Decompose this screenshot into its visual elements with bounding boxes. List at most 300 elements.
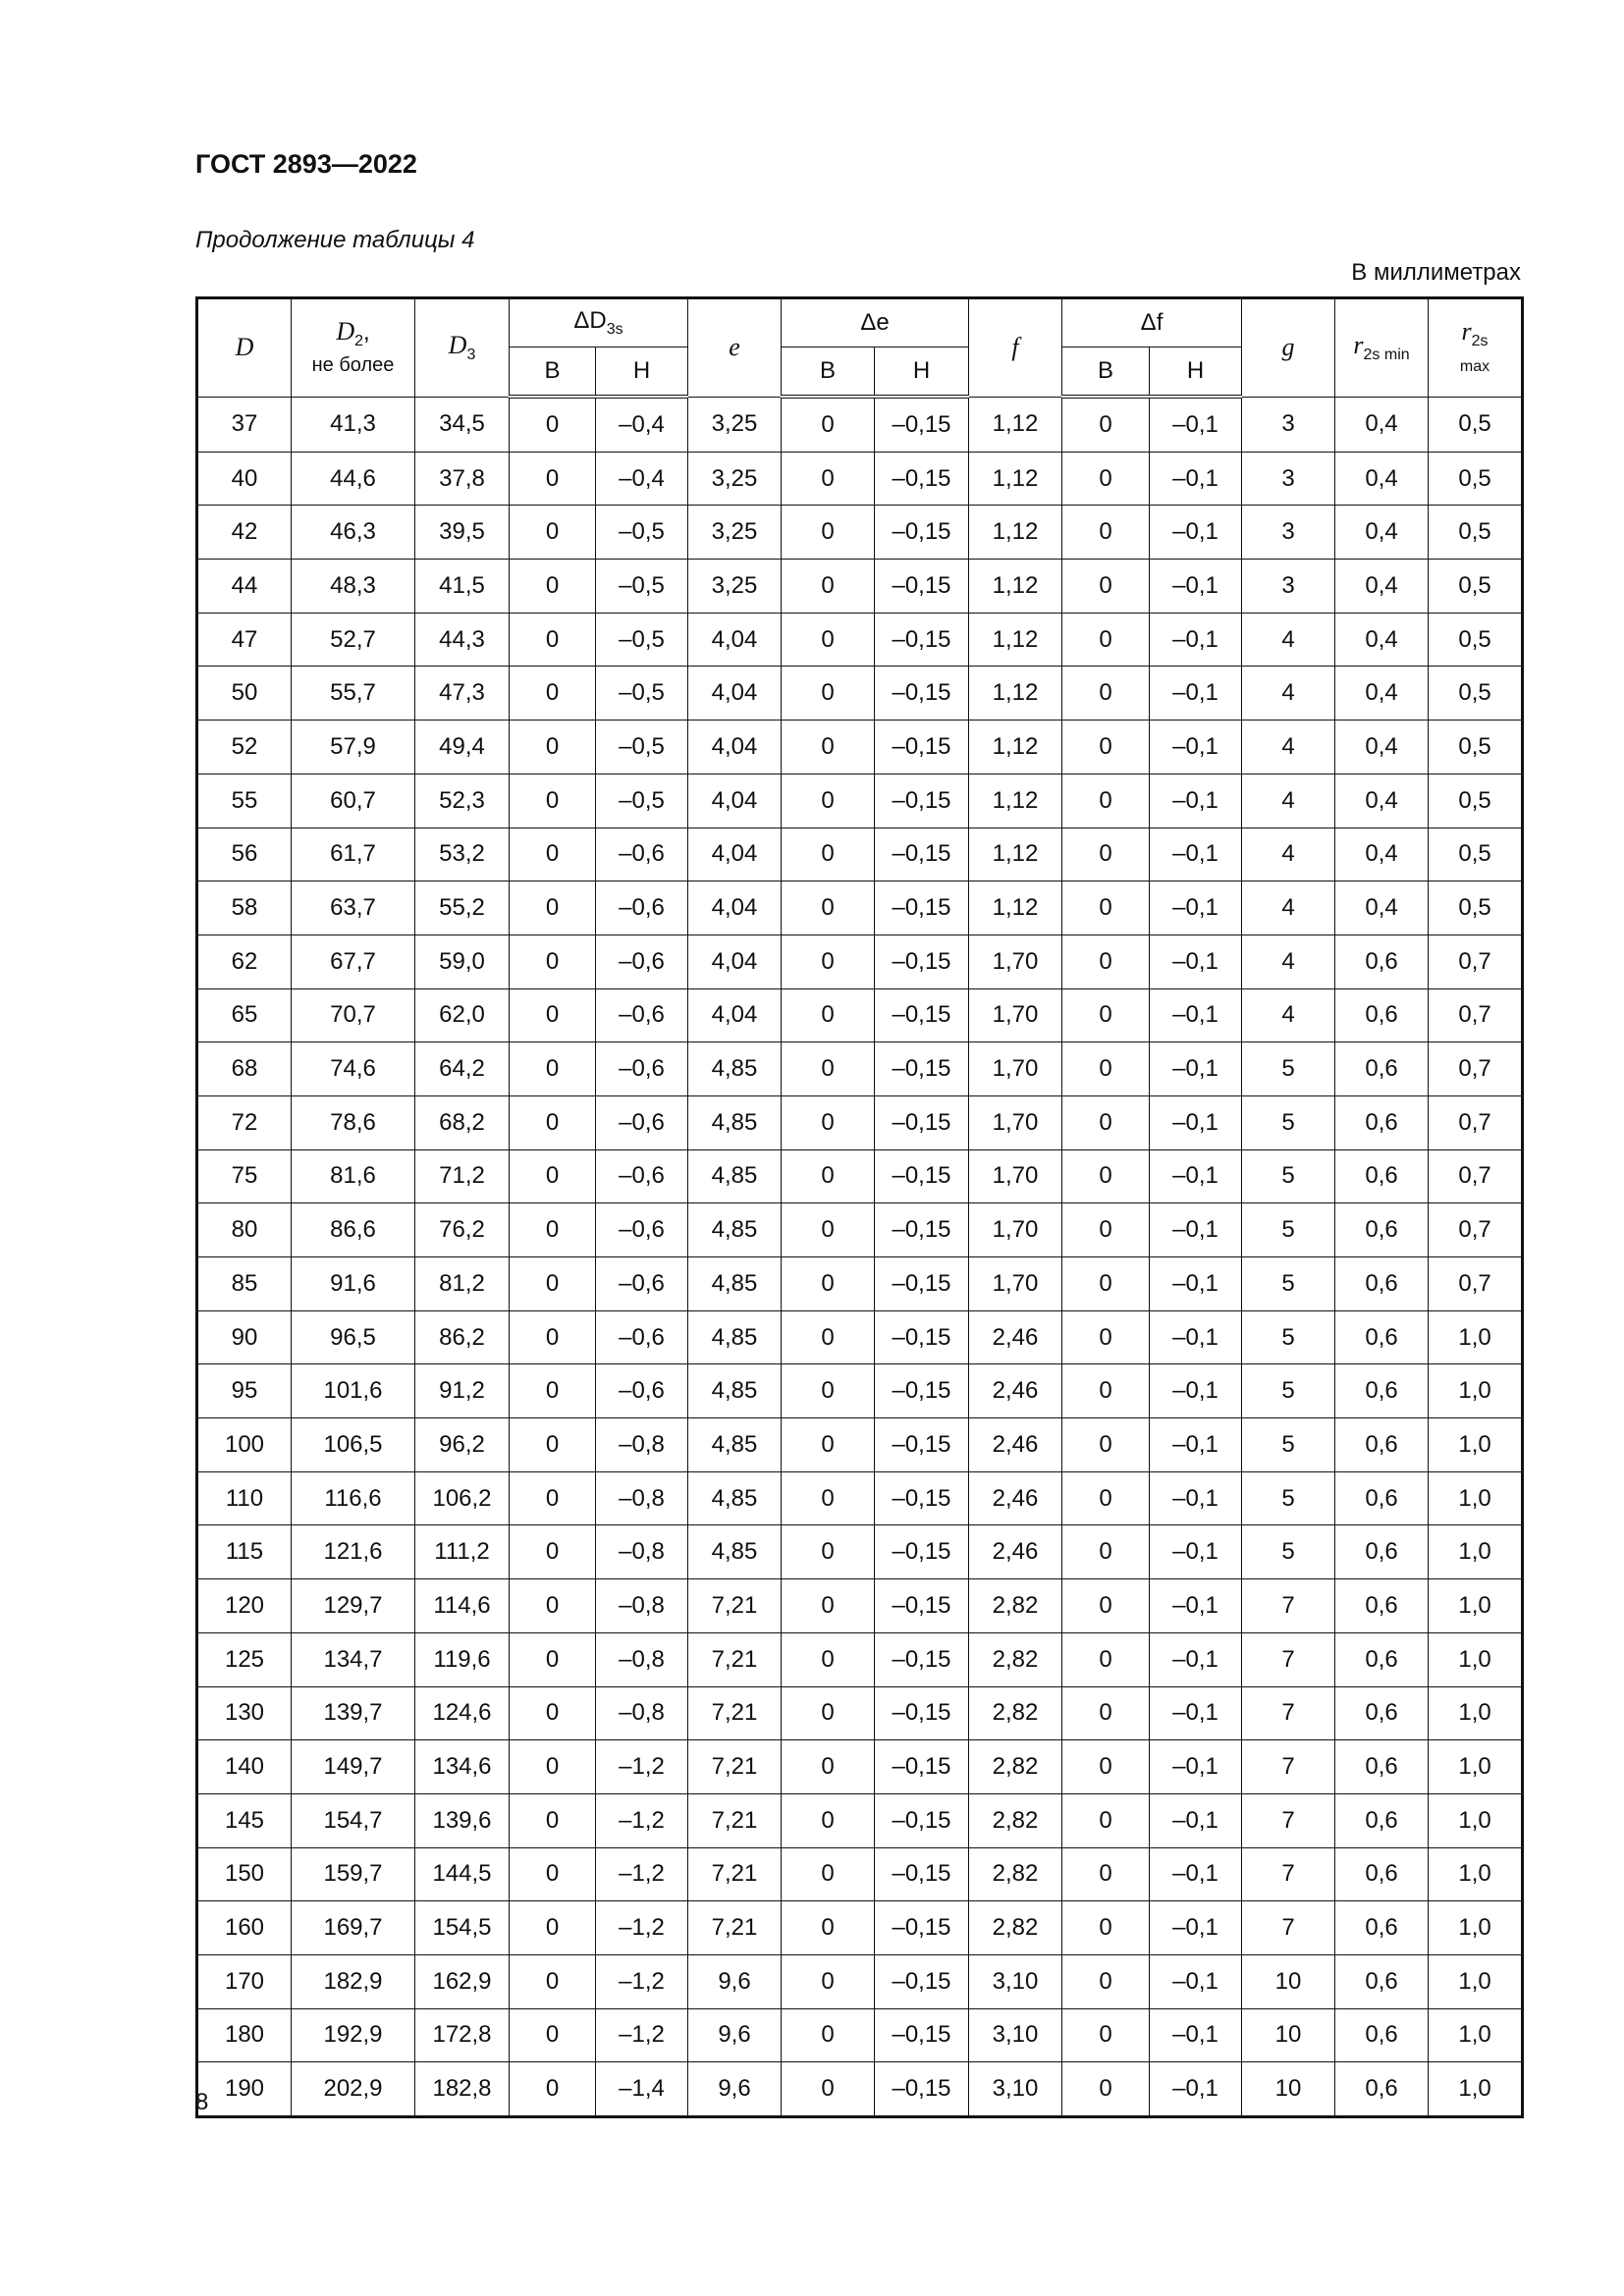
- table-cell: –0,15: [875, 667, 969, 721]
- table-cell: 67,7: [292, 934, 415, 988]
- table-cell: 3,10: [969, 2062, 1062, 2117]
- table-cell: 4: [1242, 721, 1335, 774]
- table-cell: 0: [1062, 988, 1150, 1042]
- table-cell: 1,0: [1429, 1632, 1523, 1686]
- table-cell: 192,9: [292, 2008, 415, 2062]
- table-cell: 2,46: [969, 1364, 1062, 1418]
- page-number: 8: [195, 2089, 209, 2115]
- table-cell: 0: [510, 397, 596, 452]
- table-cell: 0: [510, 667, 596, 721]
- table-cell: –0,1: [1150, 1149, 1242, 1203]
- table-cell: –0,1: [1150, 1740, 1242, 1794]
- table-cell: 68,2: [415, 1095, 510, 1149]
- table-cell: 0,6: [1335, 1686, 1429, 1740]
- table-cell: 1,0: [1429, 1793, 1523, 1847]
- table-cell: 0: [782, 1471, 875, 1525]
- header-lower: Н: [596, 347, 688, 398]
- table-cell: 2,82: [969, 1686, 1062, 1740]
- table-cell: –0,6: [596, 1364, 688, 1418]
- table-cell: –0,6: [596, 1257, 688, 1311]
- table-cell: 2,46: [969, 1418, 1062, 1472]
- table-cell: 0: [510, 1954, 596, 2008]
- table-cell: 106,5: [292, 1418, 415, 1472]
- table-row: [197, 934, 1523, 988]
- table-cell: 182,9: [292, 1954, 415, 2008]
- table-cell: 0: [510, 774, 596, 828]
- table-cell: 96,5: [292, 1310, 415, 1364]
- table-cell: 0,5: [1429, 881, 1523, 935]
- table-cell: 4,85: [688, 1525, 782, 1579]
- table-cell: 0,4: [1335, 506, 1429, 560]
- table-cell: –0,15: [875, 934, 969, 988]
- table-cell: 145: [197, 1793, 292, 1847]
- table-cell: 0,5: [1429, 667, 1523, 721]
- table-cell: –0,1: [1150, 1042, 1242, 1096]
- table-cell: 4,85: [688, 1042, 782, 1096]
- table-cell: 0: [782, 1847, 875, 1901]
- table-cell: –0,6: [596, 881, 688, 935]
- table-cell: –0,6: [596, 828, 688, 881]
- table-cell: –0,8: [596, 1418, 688, 1472]
- table-cell: –0,15: [875, 1471, 969, 1525]
- table-cell: 9,6: [688, 2008, 782, 2062]
- table-cell: 90: [197, 1310, 292, 1364]
- table-cell: 4,85: [688, 1149, 782, 1203]
- table-cell: 2,82: [969, 1632, 1062, 1686]
- table-cell: 5: [1242, 1471, 1335, 1525]
- table-row: [197, 1095, 1523, 1149]
- table-cell: 0: [1062, 1793, 1150, 1847]
- table-cell: 0,6: [1335, 1847, 1429, 1901]
- table-cell: 144,5: [415, 1847, 510, 1901]
- table-cell: –0,15: [875, 1525, 969, 1579]
- table-cell: 154,7: [292, 1793, 415, 1847]
- table-cell: 0: [1062, 1740, 1150, 1794]
- table-cell: –0,15: [875, 2062, 969, 2117]
- table-cell: –1,2: [596, 1740, 688, 1794]
- table-cell: 4,04: [688, 988, 782, 1042]
- table-cell: 0: [510, 613, 596, 667]
- table-cell: 44: [197, 560, 292, 614]
- table-cell: 0,7: [1429, 1095, 1523, 1149]
- table-cell: –0,15: [875, 397, 969, 452]
- table-cell: 114,6: [415, 1579, 510, 1633]
- table-cell: –0,1: [1150, 1686, 1242, 1740]
- table-cell: –0,15: [875, 613, 969, 667]
- table-cell: 4,04: [688, 667, 782, 721]
- table-cell: –1,2: [596, 1954, 688, 2008]
- table-row: [197, 1418, 1523, 1472]
- table-row: [197, 828, 1523, 881]
- table-cell: 60,7: [292, 774, 415, 828]
- table-cell: 0: [1062, 774, 1150, 828]
- table-cell: 0,4: [1335, 881, 1429, 935]
- table-cell: –0,1: [1150, 667, 1242, 721]
- table-cell: 0: [1062, 1579, 1150, 1633]
- table-cell: 0,6: [1335, 1901, 1429, 1955]
- table-cell: 4,85: [688, 1257, 782, 1311]
- table-cell: 111,2: [415, 1525, 510, 1579]
- table-cell: 4,85: [688, 1203, 782, 1257]
- header-D3: $D_3$: [415, 298, 510, 398]
- table-cell: 0: [1062, 1257, 1150, 1311]
- table-cell: 0: [1062, 1095, 1150, 1149]
- header-f: f: [969, 298, 1062, 398]
- table-cell: 121,6: [292, 1525, 415, 1579]
- table-cell: 42: [197, 506, 292, 560]
- table-cell: 0: [1062, 667, 1150, 721]
- table-cell: 0,6: [1335, 1257, 1429, 1311]
- table-cell: 0: [782, 1793, 875, 1847]
- table-cell: 100: [197, 1418, 292, 1472]
- table-cell: –0,1: [1150, 1901, 1242, 1955]
- units-label: В миллиметрах: [1351, 259, 1521, 286]
- table-cell: 125: [197, 1632, 292, 1686]
- table-cell: 202,9: [292, 2062, 415, 2117]
- header-delta-e: Δe: [782, 298, 969, 347]
- table-cell: 0: [1062, 881, 1150, 935]
- table-cell: 169,7: [292, 1901, 415, 1955]
- table-cell: 4: [1242, 774, 1335, 828]
- table-cell: –0,8: [596, 1632, 688, 1686]
- table-cell: 3,25: [688, 560, 782, 614]
- table-cell: 3: [1242, 506, 1335, 560]
- table-cell: –0,8: [596, 1525, 688, 1579]
- table-cell: 2,46: [969, 1310, 1062, 1364]
- table-cell: 5: [1242, 1203, 1335, 1257]
- table-cell: –0,15: [875, 988, 969, 1042]
- table-cell: 0: [510, 506, 596, 560]
- table-row: [197, 1632, 1523, 1686]
- table-cell: 4: [1242, 828, 1335, 881]
- table-cell: 71,2: [415, 1149, 510, 1203]
- table-cell: 1,0: [1429, 1901, 1523, 1955]
- table-cell: 170: [197, 1954, 292, 2008]
- table-cell: 1,70: [969, 1203, 1062, 1257]
- table-cell: 0,4: [1335, 721, 1429, 774]
- table-cell: 0: [782, 1740, 875, 1794]
- table-cell: 5: [1242, 1042, 1335, 1096]
- table-cell: 2,82: [969, 1579, 1062, 1633]
- table-cell: 0,6: [1335, 1793, 1429, 1847]
- table-cell: 4,04: [688, 881, 782, 935]
- table-cell: 80: [197, 1203, 292, 1257]
- table-cell: 91,2: [415, 1364, 510, 1418]
- table-cell: –0,15: [875, 1740, 969, 1794]
- table-cell: 0: [782, 613, 875, 667]
- table-cell: 0: [510, 721, 596, 774]
- table-cell: 0: [510, 1632, 596, 1686]
- header-upper: В: [1062, 347, 1150, 398]
- table-cell: –0,6: [596, 988, 688, 1042]
- table-cell: 0,6: [1335, 1149, 1429, 1203]
- table-cell: 0: [510, 1471, 596, 1525]
- table-cell: –0,15: [875, 1203, 969, 1257]
- table-cell: –0,1: [1150, 828, 1242, 881]
- table-cell: 1,70: [969, 934, 1062, 988]
- table-cell: 0,7: [1429, 934, 1523, 988]
- table-cell: –0,1: [1150, 1954, 1242, 2008]
- table-cell: 3,25: [688, 397, 782, 452]
- table-cell: 0: [510, 1847, 596, 1901]
- table-cell: 172,8: [415, 2008, 510, 2062]
- table-cell: –0,15: [875, 1042, 969, 1096]
- table-cell: –0,15: [875, 452, 969, 506]
- table-cell: 0: [510, 828, 596, 881]
- table-cell: 4,85: [688, 1471, 782, 1525]
- table-cell: 7: [1242, 1793, 1335, 1847]
- table-cell: 0,7: [1429, 1257, 1523, 1311]
- table-cell: 0: [510, 1793, 596, 1847]
- table-cell: 68: [197, 1042, 292, 1096]
- table-cell: 55: [197, 774, 292, 828]
- table-cell: 72: [197, 1095, 292, 1149]
- table-cell: 0,6: [1335, 1042, 1429, 1096]
- table-cell: 96,2: [415, 1418, 510, 1472]
- table-cell: –0,1: [1150, 774, 1242, 828]
- table-cell: –0,15: [875, 1149, 969, 1203]
- table-cell: 182,8: [415, 2062, 510, 2117]
- table-cell: 75: [197, 1149, 292, 1203]
- header-D: D: [197, 298, 292, 398]
- table-cell: 0,6: [1335, 1579, 1429, 1633]
- table-cell: 0: [1062, 506, 1150, 560]
- table-cell: 1,70: [969, 1042, 1062, 1096]
- table-cell: 0: [1062, 1686, 1150, 1740]
- table-cell: 0,4: [1335, 828, 1429, 881]
- table-cell: 74,6: [292, 1042, 415, 1096]
- table-cell: 61,7: [292, 828, 415, 881]
- table-cell: 4,04: [688, 774, 782, 828]
- table-cell: 86,2: [415, 1310, 510, 1364]
- table-cell: 64,2: [415, 1042, 510, 1096]
- table-cell: –0,6: [596, 1095, 688, 1149]
- table-cell: 9,6: [688, 1954, 782, 2008]
- table-cell: 40: [197, 452, 292, 506]
- table-cell: 10: [1242, 2062, 1335, 2117]
- table-cell: 4,04: [688, 613, 782, 667]
- table-cell: 0: [782, 1257, 875, 1311]
- table-cell: 7: [1242, 1632, 1335, 1686]
- table-cell: 0: [782, 1525, 875, 1579]
- table-cell: 7,21: [688, 1632, 782, 1686]
- table-cell: 1,0: [1429, 1847, 1523, 1901]
- table-cell: 0: [1062, 1310, 1150, 1364]
- table-cell: 124,6: [415, 1686, 510, 1740]
- table-row: [197, 1203, 1523, 1257]
- table-cell: –1,4: [596, 2062, 688, 2117]
- table-cell: 0,6: [1335, 1740, 1429, 1794]
- table-cell: 1,12: [969, 881, 1062, 935]
- table-continuation-caption: Продолжение таблицы 4: [195, 227, 475, 253]
- table-cell: 1,12: [969, 452, 1062, 506]
- table-cell: 0: [1062, 452, 1150, 506]
- table-cell: 56: [197, 828, 292, 881]
- table-row: [197, 1364, 1523, 1418]
- table-cell: 0: [782, 2062, 875, 2117]
- table-cell: –0,6: [596, 1310, 688, 1364]
- table-cell: 134,7: [292, 1632, 415, 1686]
- table-cell: 1,0: [1429, 1579, 1523, 1633]
- table-cell: 46,3: [292, 506, 415, 560]
- table-cell: 0: [782, 1149, 875, 1203]
- table-cell: –0,15: [875, 560, 969, 614]
- table-cell: 190: [197, 2062, 292, 2117]
- table-cell: 5: [1242, 1418, 1335, 1472]
- header-r2s-min: $r_{2s min}$: [1335, 298, 1429, 398]
- table-cell: –0,1: [1150, 452, 1242, 506]
- table-cell: 0: [782, 452, 875, 506]
- table-cell: 7: [1242, 1740, 1335, 1794]
- table-cell: 81,2: [415, 1257, 510, 1311]
- header-e: e: [688, 298, 782, 398]
- table-cell: 0: [510, 1095, 596, 1149]
- table-cell: 0: [782, 934, 875, 988]
- table-cell: 4,04: [688, 721, 782, 774]
- table-cell: –0,1: [1150, 1579, 1242, 1633]
- table-row: [197, 1954, 1523, 2008]
- table-row: [197, 397, 1523, 452]
- table-cell: 0: [782, 1364, 875, 1418]
- table-cell: –0,1: [1150, 721, 1242, 774]
- table-cell: 44,3: [415, 613, 510, 667]
- table-cell: –0,15: [875, 1095, 969, 1149]
- table-cell: 0: [1062, 2008, 1150, 2062]
- table-cell: 76,2: [415, 1203, 510, 1257]
- table-cell: –0,4: [596, 452, 688, 506]
- table-cell: 0,4: [1335, 667, 1429, 721]
- table-cell: 0,4: [1335, 560, 1429, 614]
- table-cell: 0: [1062, 1954, 1150, 2008]
- table-cell: 0,6: [1335, 1525, 1429, 1579]
- table-cell: 0: [782, 1418, 875, 1472]
- table-cell: 5: [1242, 1149, 1335, 1203]
- table-cell: 0: [1062, 1203, 1150, 1257]
- table-cell: 0,5: [1429, 774, 1523, 828]
- table-cell: 0: [782, 1095, 875, 1149]
- table-cell: 5: [1242, 1364, 1335, 1418]
- table-cell: –0,1: [1150, 613, 1242, 667]
- table-cell: –0,6: [596, 1149, 688, 1203]
- table-cell: 0: [1062, 1632, 1150, 1686]
- table-cell: 149,7: [292, 1740, 415, 1794]
- table-row: [197, 1471, 1523, 1525]
- table-cell: 59,0: [415, 934, 510, 988]
- table-cell: –0,1: [1150, 881, 1242, 935]
- table-cell: –1,2: [596, 1847, 688, 1901]
- table-cell: 4,85: [688, 1364, 782, 1418]
- table-cell: –0,1: [1150, 1471, 1242, 1525]
- table-cell: 0: [510, 1042, 596, 1096]
- table-cell: 7: [1242, 1847, 1335, 1901]
- table-cell: –0,1: [1150, 2062, 1242, 2117]
- table-cell: 120: [197, 1579, 292, 1633]
- dimensions-table: [195, 296, 1524, 2118]
- table-cell: 0: [782, 397, 875, 452]
- table-cell: 0,5: [1429, 560, 1523, 614]
- table-row: [197, 452, 1523, 506]
- table-cell: 0,6: [1335, 988, 1429, 1042]
- table-cell: 7,21: [688, 1793, 782, 1847]
- table-cell: 0: [1062, 1042, 1150, 1096]
- table-cell: 0: [782, 667, 875, 721]
- table-cell: 0,5: [1429, 828, 1523, 881]
- table-cell: –0,15: [875, 1418, 969, 1472]
- table-cell: 0: [1062, 1471, 1150, 1525]
- table-cell: 1,12: [969, 774, 1062, 828]
- table-cell: 1,0: [1429, 1471, 1523, 1525]
- table-row: [197, 1149, 1523, 1203]
- table-cell: –0,1: [1150, 1847, 1242, 1901]
- table-cell: –0,15: [875, 1364, 969, 1418]
- table-cell: 10: [1242, 2008, 1335, 2062]
- table-cell: 110: [197, 1471, 292, 1525]
- table-cell: 0: [510, 1579, 596, 1633]
- table-cell: –0,15: [875, 1686, 969, 1740]
- table-cell: 50: [197, 667, 292, 721]
- table-cell: 7,21: [688, 1847, 782, 1901]
- table-row: [197, 667, 1523, 721]
- table-cell: –1,2: [596, 2008, 688, 2062]
- table-cell: 160: [197, 1901, 292, 1955]
- table-row: [197, 1579, 1523, 1633]
- table-cell: 63,7: [292, 881, 415, 935]
- table-cell: –0,15: [875, 506, 969, 560]
- table-cell: 0,5: [1429, 613, 1523, 667]
- table-cell: 0: [510, 2062, 596, 2117]
- table-cell: 49,4: [415, 721, 510, 774]
- header-upper: В: [510, 347, 596, 398]
- table-cell: 0: [782, 1310, 875, 1364]
- table-cell: 0: [1062, 1149, 1150, 1203]
- table-cell: –0,1: [1150, 1364, 1242, 1418]
- table-cell: 0: [510, 1149, 596, 1203]
- table-cell: 1,0: [1429, 1740, 1523, 1794]
- table-cell: 86,6: [292, 1203, 415, 1257]
- table-cell: 2,82: [969, 1901, 1062, 1955]
- header-lower: Н: [875, 347, 969, 398]
- table-cell: 5: [1242, 1257, 1335, 1311]
- table-cell: 3: [1242, 452, 1335, 506]
- table-cell: 1,12: [969, 667, 1062, 721]
- table-row: [197, 1740, 1523, 1794]
- table-cell: 0,6: [1335, 1632, 1429, 1686]
- table-cell: 0: [1062, 1364, 1150, 1418]
- table-cell: 7: [1242, 1686, 1335, 1740]
- table-cell: 0: [782, 1954, 875, 2008]
- table-cell: 0: [510, 1418, 596, 1472]
- table-row: [197, 881, 1523, 935]
- table-cell: 0: [510, 988, 596, 1042]
- table-cell: 7,21: [688, 1740, 782, 1794]
- table-cell: 1,12: [969, 721, 1062, 774]
- table-cell: 106,2: [415, 1471, 510, 1525]
- table-row: [197, 560, 1523, 614]
- table-cell: –0,4: [596, 397, 688, 452]
- table-cell: 0: [1062, 828, 1150, 881]
- table-cell: 44,6: [292, 452, 415, 506]
- table-cell: –0,15: [875, 774, 969, 828]
- table-cell: 37,8: [415, 452, 510, 506]
- table-cell: 7: [1242, 1901, 1335, 1955]
- table-cell: 0: [1062, 1901, 1150, 1955]
- table-cell: 5: [1242, 1525, 1335, 1579]
- table-row: [197, 1525, 1523, 1579]
- table-cell: 0: [1062, 1847, 1150, 1901]
- table-cell: 0,5: [1429, 506, 1523, 560]
- table-cell: 52: [197, 721, 292, 774]
- table-cell: 4: [1242, 613, 1335, 667]
